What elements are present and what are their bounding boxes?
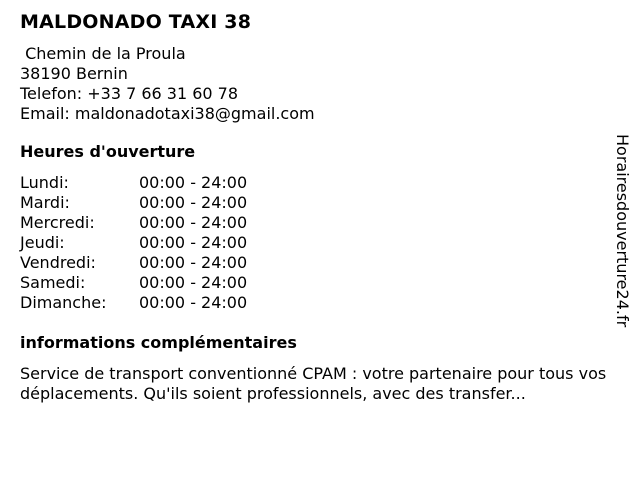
additional-info-text: Service de transport conventionné CPAM : votre partenaire pour tous vos déplacements. Qu'ils soient professionnels, avec des transfer... xyxy=(20,364,607,403)
hours-row-sunday xyxy=(20,293,620,313)
time-range: 00:00 - 24:00 xyxy=(139,213,248,232)
time-range: 00:00 - 24:00 xyxy=(139,293,248,312)
opening-hours-list xyxy=(20,173,620,313)
day-label: Vendredi: xyxy=(20,253,96,272)
hours-row-friday xyxy=(20,253,620,273)
day-label: Samedi: xyxy=(20,273,86,292)
contact-block xyxy=(20,44,620,124)
hours-row-thursday xyxy=(20,233,620,253)
phone-number: Telefon: +33 7 66 31 60 78 xyxy=(20,84,239,103)
hours-row-tuesday xyxy=(20,193,620,213)
day-label: Mercredi: xyxy=(20,213,95,232)
site-watermark: Horairesdouverture24.fr xyxy=(613,134,632,328)
day-label: Dimanche: xyxy=(20,293,107,312)
business-card xyxy=(20,10,620,404)
day-label: Lundi: xyxy=(20,173,69,192)
time-range: 00:00 - 24:00 xyxy=(139,253,248,272)
time-range: 00:00 - 24:00 xyxy=(139,233,248,252)
city-postcode: 38190 Bernin xyxy=(20,64,128,83)
time-range: 00:00 - 24:00 xyxy=(139,193,248,212)
street-address: Chemin de la Proula xyxy=(20,44,186,63)
time-range: 00:00 - 24:00 xyxy=(139,273,248,292)
hours-row-wednesday xyxy=(20,213,620,233)
additional-info-heading: informations complémentaires xyxy=(20,333,297,352)
day-label: Jeudi: xyxy=(20,233,65,252)
time-range: 00:00 - 24:00 xyxy=(139,173,248,192)
opening-hours-heading: Heures d'ouverture xyxy=(20,142,196,161)
day-label: Mardi: xyxy=(20,193,70,212)
hours-row-monday xyxy=(20,173,620,193)
business-name: MALDONADO TAXI 38 xyxy=(20,11,252,33)
email-address: Email: maldonadotaxi38@gmail.com xyxy=(20,104,315,123)
hours-row-saturday xyxy=(20,273,620,293)
